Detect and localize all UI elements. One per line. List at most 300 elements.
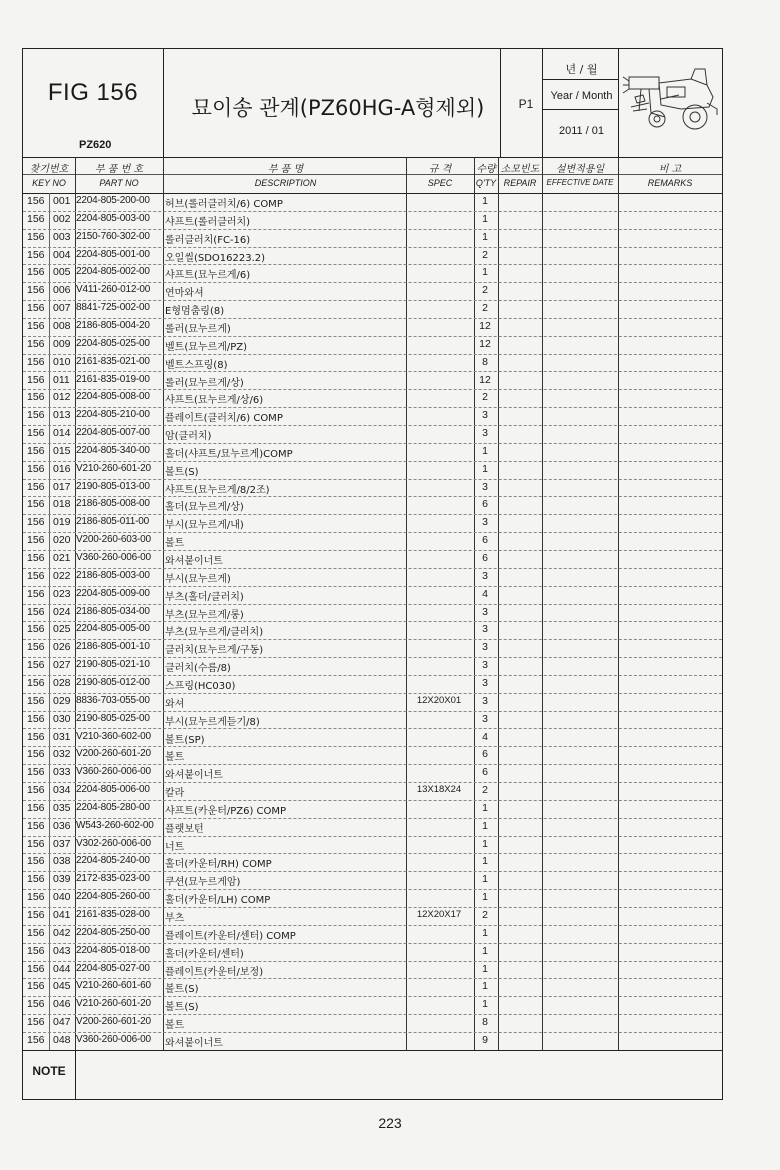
quantity: 2	[482, 391, 488, 404]
quantity: 3	[482, 605, 488, 618]
quantity: 6	[482, 498, 488, 511]
fig-number: 156	[27, 926, 45, 939]
part-number: V360-260-006-00	[76, 552, 151, 563]
fig-number: 156	[27, 980, 45, 993]
quantity: 1	[482, 212, 488, 225]
fig-number: 156	[27, 801, 45, 814]
quantity: 1	[482, 462, 488, 475]
part-number: V360-260-006-00	[76, 766, 151, 778]
description: 볼트	[165, 1020, 185, 1032]
key-number: 013	[53, 409, 71, 422]
key-number: 020	[53, 534, 71, 547]
part-number: 2161-835-021-00	[76, 355, 150, 367]
spec: 12X20X01	[416, 694, 462, 706]
table-row	[23, 496, 722, 515]
description: 롤러(묘누르게)	[165, 323, 231, 335]
fig-number: 156	[27, 212, 45, 225]
key-number: 012	[53, 391, 71, 404]
parts-sheet	[22, 48, 723, 1100]
table-row	[23, 264, 722, 283]
table-row	[23, 782, 722, 801]
part-number: V302-260-006-00	[76, 837, 151, 849]
table-row	[23, 443, 722, 462]
key-number: 042	[53, 926, 71, 939]
fig-number: 156	[27, 462, 45, 475]
key-number: 036	[53, 819, 71, 832]
table-row	[23, 604, 722, 623]
description: 샤프트(묘누르게/8/2조)	[165, 484, 270, 496]
fig-number: 156	[27, 659, 45, 672]
part-number: 8841-725-002-00	[76, 302, 150, 314]
description: 롤러클러치(FC-16)	[165, 234, 251, 246]
table-row	[23, 818, 722, 837]
description: 홀더(샤프트/묘누르게)COMP	[165, 448, 293, 460]
key-number: 023	[53, 587, 71, 600]
col-repair-kr: 소모빈도	[500, 164, 540, 175]
table-row	[23, 336, 722, 355]
fig-number: 156	[27, 1016, 45, 1029]
key-number: 027	[53, 659, 71, 672]
key-number: 007	[53, 302, 71, 315]
quantity: 3	[482, 516, 488, 529]
quantity: 9	[482, 1033, 488, 1046]
quantity: 3	[482, 569, 488, 582]
table-row	[23, 729, 722, 748]
description: 샤프트(묘누르게/상/6)	[165, 395, 264, 407]
description: 롤러(묘누르게/상)	[165, 377, 244, 389]
part-number: W543-260-602-00	[76, 819, 154, 831]
fig-number: 156	[27, 480, 45, 493]
part-number: V210-260-601-20	[76, 462, 151, 474]
description: 오일씰(SDO16223.2)	[165, 252, 266, 264]
key-number: 005	[53, 266, 71, 279]
table-row	[23, 354, 722, 373]
table-row	[23, 550, 722, 569]
quantity: 6	[482, 766, 488, 779]
table-row	[23, 193, 722, 212]
table-row	[23, 764, 722, 783]
col-qty-kr: 수량	[476, 164, 496, 175]
table-row	[23, 372, 722, 391]
description: 플레이트(카운터/센터) COMP	[165, 930, 296, 942]
quantity: 6	[482, 534, 488, 547]
fig-number: 156	[27, 355, 45, 368]
table-row	[23, 639, 722, 658]
description: 볼트(S)	[165, 466, 199, 478]
quantity: 1	[482, 444, 488, 457]
description: 홀더(카운터/센터)	[165, 948, 244, 960]
fig-number: 156	[27, 337, 45, 350]
part-number: 2186-805-034-00	[76, 605, 150, 617]
part-number: 8836-703-055-00	[76, 694, 150, 706]
quantity: 1	[482, 195, 488, 207]
key-number: 003	[53, 230, 71, 243]
quantity: 3	[482, 712, 488, 725]
table-row	[23, 568, 722, 587]
part-number: 2186-805-011-00	[76, 516, 149, 528]
key-number: 041	[53, 909, 71, 921]
fig-number: 156	[27, 748, 45, 761]
table-row	[23, 996, 722, 1015]
table-row	[23, 586, 722, 605]
description: 와셔붙이너트	[165, 1037, 223, 1049]
fig-number: 156	[27, 319, 45, 332]
fig-number: 156	[27, 855, 45, 868]
part-number: V210-360-602-00	[76, 730, 151, 742]
fig-number: 156	[27, 730, 45, 743]
table-row	[23, 907, 722, 926]
description: 허브(롤러클러치/6) COMP	[165, 199, 283, 210]
table-row	[23, 925, 722, 944]
fig-number: 156	[27, 998, 45, 1011]
quantity: 12	[479, 373, 491, 386]
page-title: 묘이송 관계(PZ60HG-A형제외)	[191, 96, 485, 120]
col-qty-en: Q'TY	[475, 178, 497, 188]
col-spec-kr: 규 격	[428, 164, 452, 175]
fig-number: 156	[27, 873, 45, 886]
fig-number: 156	[27, 373, 45, 386]
fig-number: 156	[27, 784, 45, 797]
quantity: 12	[479, 337, 491, 350]
table-row	[23, 300, 722, 319]
fig-number: 156	[27, 676, 45, 689]
quantity: 12	[479, 319, 491, 332]
fig-number: 156	[27, 605, 45, 618]
table-row	[23, 247, 722, 266]
part-number: 2190-805-013-00	[76, 480, 150, 492]
key-number: 037	[53, 837, 71, 850]
key-number: 024	[53, 605, 71, 618]
col-part-kr: 부 품 번 호	[94, 164, 144, 175]
quantity: 2	[482, 248, 488, 261]
fig-number: 156	[27, 766, 45, 779]
part-number: 2204-805-260-00	[76, 891, 150, 903]
fig-number: 156	[27, 195, 45, 207]
quantity: 1	[482, 980, 488, 993]
key-number: 039	[53, 873, 71, 886]
part-number: 2204-805-200-00	[76, 195, 150, 206]
description: 부츠(묘누르게/클러치)	[165, 627, 264, 639]
description: 스프링(HC030)	[165, 680, 236, 692]
quantity: 1	[482, 855, 488, 868]
description: 볼트(S)	[165, 1002, 199, 1014]
fig-number: 156	[27, 230, 45, 243]
key-number: 031	[53, 730, 71, 743]
quantity: 3	[482, 659, 488, 672]
fig-number: 156	[27, 909, 45, 921]
quantity: 1	[482, 873, 488, 886]
quantity: 6	[482, 748, 488, 761]
part-number: 2204-805-018-00	[76, 944, 150, 956]
col-remarks-en: REMARKS	[647, 178, 693, 188]
description: 벨트스프링(8)	[165, 359, 228, 371]
key-number: 006	[53, 284, 71, 297]
key-number: 004	[53, 248, 71, 261]
fig-number: 156	[27, 534, 45, 547]
table-row	[23, 621, 722, 640]
quantity: 6	[482, 552, 488, 564]
fig-number: 156	[27, 623, 45, 636]
part-number: 2204-805-025-00	[76, 337, 150, 349]
key-number: 014	[53, 427, 71, 440]
description: 플레이트(카운터/보정)	[165, 966, 264, 978]
quantity: 1	[482, 819, 488, 832]
col-spec-en: SPEC	[427, 178, 453, 188]
quantity: 2	[482, 909, 488, 921]
col-desc-en: DESCRIPTION	[254, 178, 317, 188]
key-number: 008	[53, 319, 71, 332]
col-repair-en: REPAIR	[503, 178, 537, 188]
fig-number: 156	[27, 552, 45, 564]
fig-number: 156	[27, 427, 45, 440]
part-number: 2190-805-021-10	[76, 659, 150, 671]
spec: 13X18X24	[416, 784, 462, 796]
description: 클러치(묘누르게/구동)	[165, 645, 264, 657]
key-number: 018	[53, 498, 71, 511]
description: 부시(묘누르게)	[165, 573, 231, 585]
page-id: P1	[518, 97, 534, 111]
description: 부츠(홀더/클러치)	[165, 591, 244, 603]
fig-number: 156	[27, 409, 45, 422]
part-number: V360-260-006-00	[76, 1033, 151, 1045]
key-number: 033	[53, 766, 71, 779]
quantity: 1	[482, 891, 488, 904]
part-number: 2204-805-006-00	[76, 784, 150, 796]
quantity: 2	[482, 784, 488, 797]
table-row	[23, 425, 722, 444]
key-number: 011	[53, 373, 70, 386]
year-month-en: Year / Month	[550, 90, 613, 102]
part-number: 2161-835-028-00	[76, 909, 150, 920]
description: 볼트	[165, 752, 185, 764]
col-key-en: KEY NO	[32, 178, 66, 188]
col-desc-kr: 부 품 명	[267, 164, 304, 175]
table-row	[23, 407, 722, 426]
part-number: 2186-805-008-00	[76, 498, 150, 510]
part-number: 2204-805-005-00	[76, 623, 150, 635]
part-number: 2204-805-340-00	[76, 444, 150, 456]
quantity: 1	[482, 837, 488, 850]
part-number: 2190-805-012-00	[76, 676, 150, 688]
model-label: PZ620	[79, 139, 112, 151]
part-number: 2204-805-250-00	[76, 926, 150, 938]
description: 샤프트(카운터/PZ6) COMP	[165, 805, 287, 817]
part-number: 2204-805-027-00	[76, 962, 150, 974]
part-number: 2204-805-002-00	[76, 266, 150, 278]
table-row	[23, 318, 722, 337]
key-number: 009	[53, 337, 71, 350]
description: 홀더(카운터/LH) COMP	[165, 895, 271, 907]
table-row	[23, 1014, 722, 1033]
key-number: 030	[53, 712, 71, 725]
part-number: 2186-805-001-10	[76, 641, 150, 653]
quantity: 3	[482, 409, 488, 422]
description: 너트	[165, 841, 185, 853]
part-number: 2190-805-025-00	[76, 712, 150, 724]
quantity: 4	[482, 587, 488, 600]
quantity: 1	[482, 230, 488, 243]
key-number: 045	[53, 980, 71, 993]
quantity: 3	[482, 641, 488, 654]
part-number: 2204-805-280-00	[76, 801, 150, 813]
quantity: 8	[482, 355, 488, 368]
key-number: 048	[53, 1033, 71, 1046]
key-number: 016	[53, 462, 71, 475]
table-row	[23, 746, 722, 765]
description: 암(클러치)	[165, 431, 212, 443]
key-number: 038	[53, 855, 71, 868]
part-number: 2204-805-240-00	[76, 855, 150, 867]
table-row	[23, 389, 722, 408]
key-number: 022	[53, 569, 71, 582]
quantity: 3	[482, 676, 488, 689]
description: E형멈춤링(8)	[165, 306, 225, 318]
table-row	[23, 711, 722, 730]
revision-date: 2011 / 01	[558, 125, 605, 137]
fig-label: FIG 156	[47, 79, 139, 106]
quantity: 1	[482, 801, 488, 814]
description: 와셔붙이너트	[165, 556, 223, 567]
page-number: 223	[378, 1115, 402, 1131]
year-month-kr: 년 / 월	[565, 63, 598, 76]
quantity: 3	[482, 623, 488, 636]
fig-number: 156	[27, 391, 45, 404]
table-row	[23, 461, 722, 480]
part-number: V200-260-601-20	[76, 748, 151, 760]
quantity: 1	[482, 266, 488, 279]
fig-number: 156	[27, 498, 45, 511]
sheet-header	[23, 49, 722, 158]
spec: 12X20X17	[416, 909, 462, 920]
quantity: 8	[482, 1016, 488, 1029]
table-row	[23, 532, 722, 551]
description: 부츠	[165, 913, 185, 924]
col-key-kr: 찾기번호	[29, 164, 69, 175]
key-number: 032	[53, 748, 71, 761]
fig-number: 156	[27, 266, 45, 279]
fig-number: 156	[27, 1033, 45, 1046]
part-number: V411-260-012-00	[76, 284, 151, 296]
table-row	[23, 978, 722, 997]
description: 벨트(묘누르게/PZ)	[165, 341, 248, 353]
quantity: 1	[482, 998, 488, 1011]
key-number: 034	[53, 784, 71, 797]
table-row	[23, 889, 722, 908]
quantity: 1	[482, 944, 488, 957]
table-row	[23, 853, 722, 872]
part-number: 2204-805-001-00	[76, 248, 150, 260]
description: 와셔붙이너트	[165, 770, 223, 782]
quantity: 3	[482, 480, 488, 493]
key-number: 026	[53, 641, 71, 654]
fig-number: 156	[27, 712, 45, 725]
part-number: 2204-805-003-00	[76, 212, 150, 224]
description: 쿠션(묘누르게암)	[165, 877, 241, 889]
table-row	[23, 229, 722, 248]
table-row	[23, 675, 722, 694]
quantity: 2	[482, 284, 488, 297]
fig-number: 156	[27, 444, 45, 457]
rice-transplanter-illustration	[621, 63, 721, 143]
description: 부시(묘누르게듣기/8)	[165, 716, 260, 728]
description: 플랫보턴	[165, 823, 204, 835]
fig-number: 156	[27, 516, 45, 529]
table-row	[23, 282, 722, 301]
fig-number: 156	[27, 587, 45, 600]
table-row	[23, 943, 722, 962]
key-number: 040	[53, 891, 71, 904]
description: 샤프트(롤러클러치)	[165, 216, 251, 228]
key-number: 047	[53, 1016, 71, 1029]
quantity: 4	[482, 730, 488, 743]
key-number: 046	[53, 998, 71, 1011]
quantity: 1	[482, 926, 488, 939]
fig-number: 156	[27, 302, 45, 315]
part-number: 2204-805-210-00	[76, 409, 150, 421]
description: 볼트	[165, 538, 185, 550]
key-number: 001	[53, 195, 71, 207]
description: 샤프트(묘누르게/6)	[165, 270, 251, 282]
part-number: V200-260-603-00	[76, 534, 151, 546]
table-row	[23, 211, 722, 230]
description: 홀더(카운터/RH) COMP	[165, 859, 272, 871]
quantity: 2	[482, 302, 488, 315]
description: 홀더(묘누르게/상)	[165, 502, 244, 514]
description: 연마와셔	[165, 288, 204, 300]
key-number: 021	[53, 552, 71, 564]
part-number: V200-260-601-20	[76, 1016, 151, 1028]
table-row	[23, 1032, 722, 1051]
description: 부츠(묘누르게/롱)	[165, 609, 244, 621]
fig-number: 156	[27, 819, 45, 832]
part-number: 2161-835-019-00	[76, 373, 150, 385]
fig-number: 156	[27, 944, 45, 957]
part-number: 2204-805-007-00	[76, 427, 150, 439]
part-number: 2150-760-302-00	[76, 230, 150, 242]
table-row	[23, 800, 722, 819]
table-row	[23, 836, 722, 855]
fig-number: 156	[27, 284, 45, 297]
note-label: NOTE	[32, 1064, 66, 1078]
table-row	[23, 657, 722, 676]
table-row	[23, 479, 722, 498]
description: 부시(묘누르게/내)	[165, 520, 244, 532]
description: 와셔	[165, 698, 185, 710]
col-part-en: PART NO	[99, 178, 139, 188]
part-number: 2186-805-003-00	[76, 569, 150, 581]
quantity: 1	[482, 962, 488, 975]
part-number: 2204-805-008-00	[76, 391, 150, 403]
fig-number: 156	[27, 569, 45, 582]
quantity: 3	[482, 427, 488, 440]
part-number: V210-260-601-20	[76, 998, 151, 1010]
key-number: 043	[53, 944, 71, 957]
key-number: 019	[53, 516, 71, 529]
quantity: 3	[482, 694, 488, 707]
fig-number: 156	[27, 962, 45, 975]
table-row	[23, 961, 722, 980]
fig-number: 156	[27, 891, 45, 904]
key-number: 017	[53, 480, 71, 493]
col-eff-kr: 설변적용일	[555, 164, 605, 175]
col-remarks-kr: 비 고	[658, 164, 682, 175]
fig-number: 156	[27, 641, 45, 654]
key-number: 002	[53, 212, 71, 225]
key-number: 035	[53, 801, 71, 814]
col-eff-en: EFFECTIVE DATE	[546, 178, 614, 187]
description: 볼트(SP)	[165, 734, 205, 746]
part-number: 2204-805-009-00	[76, 587, 150, 599]
